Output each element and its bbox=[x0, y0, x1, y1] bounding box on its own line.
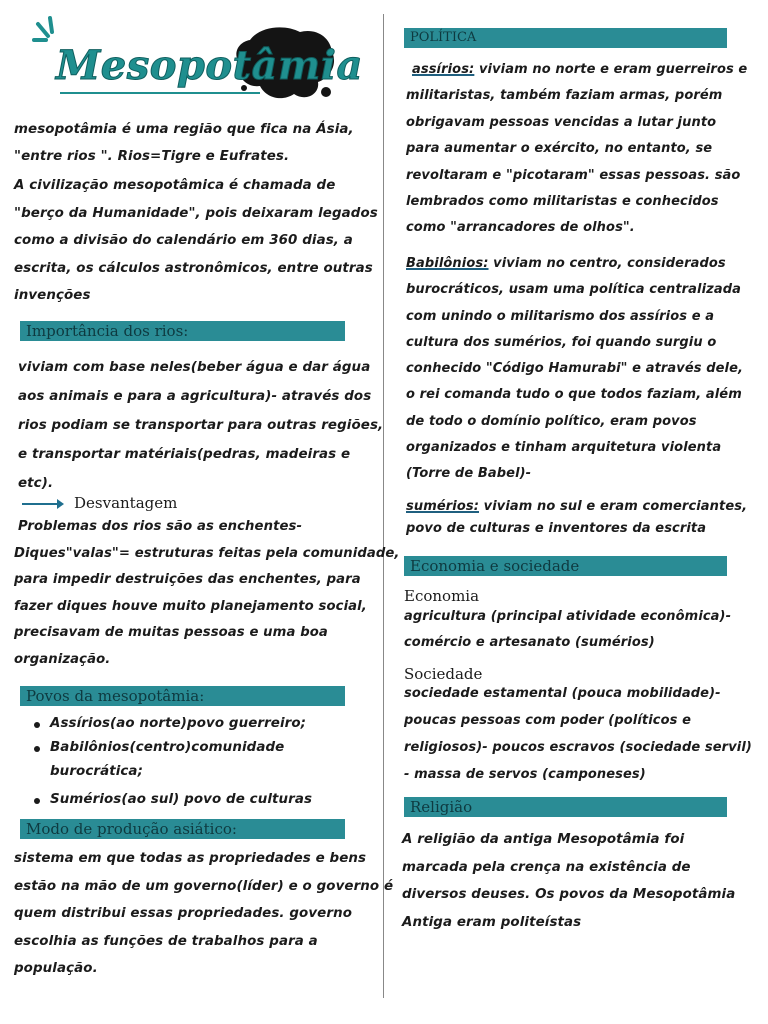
text-line: escolhia as funções de trabalhos para a bbox=[14, 933, 318, 949]
text-line: estão na mão de um governo(líder) e o governo é bbox=[14, 878, 394, 894]
text-line: organizados e tinham arquitetura violenta bbox=[406, 440, 722, 456]
text-line: quem distribui essas propriedades. governo bbox=[14, 906, 353, 921]
text-span: viviam no centro, considerados bbox=[488, 256, 726, 271]
text-line: "entre rios ". Rios=Tigre e Eufrates. bbox=[14, 148, 290, 164]
mode-heading: Modo de produção asiático: bbox=[26, 820, 237, 838]
text-line: comércio e artesanato (sumérios) bbox=[404, 635, 655, 650]
text-line: (Torre de Babel)- bbox=[406, 466, 532, 482]
text-line: invenções bbox=[14, 288, 91, 303]
text-line: poucas pessoas com poder (políticos e bbox=[404, 713, 691, 728]
religion-heading: Religião bbox=[410, 798, 473, 816]
list-item-text: Sumérios(ao sul) povo de culturas bbox=[50, 792, 313, 807]
text-line: precisavam de muitas pessoas e uma boa bbox=[14, 625, 328, 640]
text-line: rios podiam se transportar para outras regiões, bbox=[18, 418, 384, 433]
text-line: A religião da antiga Mesopotâmia foi bbox=[402, 832, 685, 847]
text-line: escrita, os cálculos astronômicos, entre outras bbox=[14, 260, 373, 276]
text-line: marcada pela crença na existência de bbox=[402, 859, 691, 875]
sumerians-paragraph bbox=[406, 496, 747, 540]
title-underline bbox=[60, 92, 260, 94]
assyrians-paragraph bbox=[406, 57, 747, 242]
society-section bbox=[404, 664, 752, 788]
text-span: viviam no sul e eram comerciantes, bbox=[479, 499, 748, 514]
society-subheading: Sociedade bbox=[404, 665, 483, 683]
list-item-text: Assírios(ao norte)povo guerreiro; bbox=[50, 716, 307, 731]
text-line: diversos deuses. Os povos da Mesopotâmia bbox=[402, 887, 736, 902]
text-line: religiosos)- poucos escravos (sociedade servil) bbox=[404, 740, 752, 755]
society-text bbox=[404, 680, 752, 788]
title-area bbox=[30, 14, 363, 104]
economy-heading-bar bbox=[404, 556, 727, 576]
politics-heading: POLÍTICA bbox=[410, 30, 477, 45]
text-line: cultura dos sumérios, foi quando surgiu o bbox=[406, 334, 717, 350]
rivers-heading-bar bbox=[20, 321, 345, 341]
list-item bbox=[26, 788, 312, 812]
text-line: para aumentar o exército, no entanto, se bbox=[406, 141, 713, 157]
text-line bbox=[406, 496, 747, 518]
text-line: A civilização mesopotâmica é chamada de bbox=[14, 178, 336, 193]
text-line: Diques"valas"= estruturas feitas pela comunidade, bbox=[14, 545, 400, 561]
rivers-paragraph bbox=[18, 353, 383, 498]
text-line: sistema em que todas as propriedades e bens bbox=[14, 851, 367, 866]
babylonians-paragraph bbox=[406, 251, 743, 488]
text-line: aos animais e para a agricultura)- através dos bbox=[18, 389, 372, 404]
text-line: sociedade estamental (pouca mobilidade)- bbox=[404, 686, 721, 701]
text-line: "berço da Humanidade", pois deixaram legados bbox=[14, 205, 378, 221]
text-line: Problemas dos rios são as enchentes- bbox=[18, 519, 303, 534]
text-line: organização. bbox=[14, 651, 111, 667]
text-line: população. bbox=[14, 961, 98, 976]
text-line bbox=[406, 251, 743, 277]
list-item bbox=[26, 736, 312, 784]
disadvantage-label: Desvantagem bbox=[74, 494, 178, 512]
text-line bbox=[406, 57, 747, 83]
economy-subheading: Economia bbox=[404, 587, 480, 605]
disadvantage-paragraph bbox=[14, 514, 400, 673]
peoples-list bbox=[26, 712, 312, 812]
peoples-heading-bar bbox=[20, 686, 345, 706]
text-line: de todo o domínio político, eram povos bbox=[406, 413, 697, 429]
text-line: fazer diques houve muito planejamento social, bbox=[14, 598, 367, 614]
mode-heading-bar bbox=[20, 819, 345, 839]
text-line: povo de culturas e inventores da escrita bbox=[406, 521, 707, 536]
sumerians-term: sumérios: bbox=[406, 499, 479, 514]
text-line: e transportar matériais(pedras, madeiras e bbox=[18, 447, 351, 462]
list-item-text: Babilônios(centro)comunidade bbox=[50, 740, 285, 755]
politics-heading-bar bbox=[404, 28, 727, 48]
rivers-heading: Importância dos rios: bbox=[26, 322, 189, 340]
text-line: para impedir destruições das enchentes, para bbox=[14, 572, 361, 587]
text-line: burocráticos, usam uma política centralizada bbox=[406, 282, 741, 298]
text-line: como a divisão do calendário em 360 dias, a bbox=[14, 233, 353, 248]
civilization-paragraph bbox=[14, 172, 378, 310]
assyrians-term: assírios: bbox=[412, 62, 475, 77]
religion-heading-bar bbox=[404, 797, 727, 817]
babylonians-term: Babilônios: bbox=[406, 256, 489, 271]
arrow-right-icon bbox=[22, 503, 62, 505]
text-line: revoltaram e "picotaram" essas pessoas. são bbox=[406, 167, 741, 183]
text-line: com unindo o militarismo dos assírios e a bbox=[406, 308, 715, 324]
economy-section bbox=[404, 586, 731, 656]
text-line: Antiga eram politeístas bbox=[402, 914, 582, 930]
text-line: viviam com base neles(beber água e dar água bbox=[18, 360, 371, 375]
intro-paragraph bbox=[14, 117, 354, 170]
text-line: como "arrancadores de olhos". bbox=[406, 220, 635, 236]
economy-text bbox=[404, 604, 731, 656]
text-line: obrigavam pessoas vencidas a lutar junto bbox=[406, 114, 717, 130]
economy-heading: Economia e sociedade bbox=[410, 557, 580, 575]
mode-paragraph bbox=[14, 845, 393, 983]
text-line: conhecido "Código Hamurabi" e através dele, bbox=[406, 361, 744, 377]
text-line: etc). bbox=[18, 476, 54, 491]
text-line: o rei comanda tudo o que todos faziam, além bbox=[406, 387, 742, 403]
peoples-heading: Povos da mesopotâmia: bbox=[26, 687, 205, 705]
text-line: lembrados como militaristas e conhecidos bbox=[406, 194, 719, 210]
text-line: militaristas, também faziam armas, porém bbox=[406, 88, 723, 104]
list-item-text: burocrática; bbox=[50, 764, 144, 779]
page-title: Mesopotâmia bbox=[56, 42, 363, 89]
text-line: mesopotâmia é uma região que fica na Ásia, bbox=[14, 122, 354, 137]
disadvantage-label-row bbox=[22, 492, 177, 514]
religion-paragraph bbox=[402, 826, 735, 936]
text-line: - massa de servos (camponeses) bbox=[404, 767, 646, 782]
text-line: agricultura (principal atividade econômica)- bbox=[404, 609, 732, 624]
text-span: viviam no norte e eram guerreiros e bbox=[474, 62, 748, 77]
list-item bbox=[26, 712, 312, 736]
